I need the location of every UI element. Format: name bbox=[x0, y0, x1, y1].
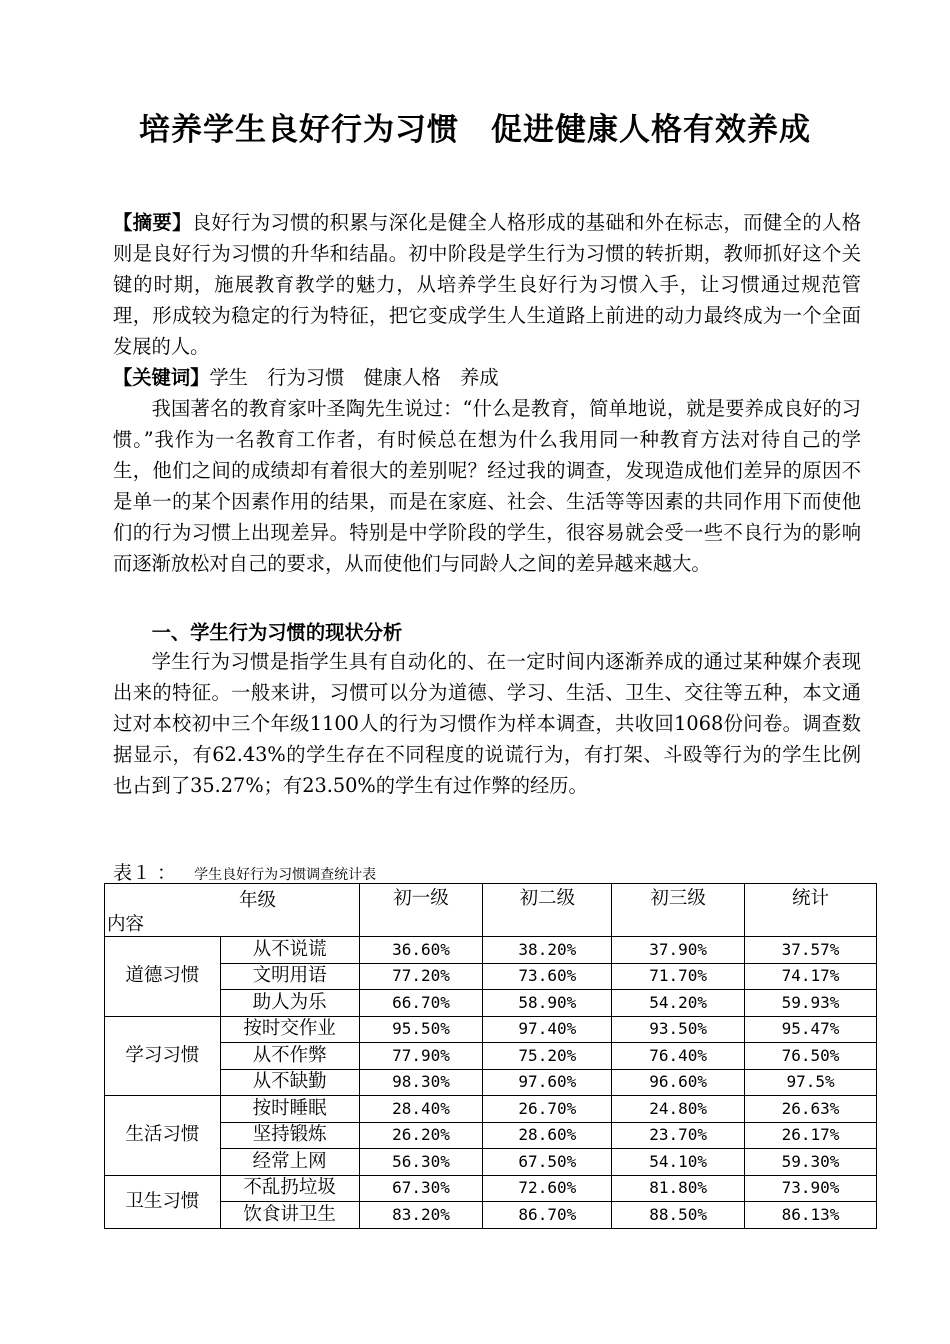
item-cell: 经常上网 bbox=[220, 1149, 359, 1176]
value-cell: 98.30% bbox=[359, 1069, 483, 1096]
table-row bbox=[105, 1096, 877, 1123]
value-cell: 26.63% bbox=[745, 1096, 877, 1123]
value-cell: 59.30% bbox=[745, 1149, 877, 1176]
table-header-row bbox=[105, 884, 877, 937]
table-row bbox=[105, 1043, 877, 1070]
stats-table bbox=[104, 883, 877, 1229]
table-row bbox=[105, 1069, 877, 1096]
value-cell: 83.20% bbox=[359, 1202, 483, 1229]
item-cell: 按时睡眠 bbox=[220, 1096, 359, 1123]
table-row bbox=[105, 1016, 877, 1043]
value-cell: 95.47% bbox=[745, 1016, 877, 1043]
value-cell: 76.40% bbox=[612, 1043, 745, 1070]
section-heading: 一、学生行为习惯的现状分析 bbox=[151, 621, 403, 644]
value-cell: 67.50% bbox=[483, 1149, 612, 1176]
value-cell: 37.90% bbox=[612, 937, 745, 964]
value-cell: 71.70% bbox=[612, 963, 745, 990]
value-cell: 24.80% bbox=[612, 1096, 745, 1123]
header-total: 统计 bbox=[745, 884, 877, 937]
value-cell: 54.20% bbox=[612, 990, 745, 1017]
value-cell: 26.20% bbox=[359, 1122, 483, 1149]
value-cell: 96.60% bbox=[612, 1069, 745, 1096]
value-cell: 66.70% bbox=[359, 990, 483, 1017]
group-cell: 生活习惯 bbox=[105, 1096, 221, 1176]
value-cell: 37.57% bbox=[745, 937, 877, 964]
item-cell: 饮食讲卫生 bbox=[220, 1202, 359, 1229]
value-cell: 23.70% bbox=[612, 1122, 745, 1149]
value-cell: 76.50% bbox=[745, 1043, 877, 1070]
header-corner-cell bbox=[105, 884, 360, 937]
value-cell: 97.40% bbox=[483, 1016, 612, 1043]
value-cell: 67.30% bbox=[359, 1175, 483, 1202]
header-content: 内容 bbox=[107, 914, 145, 935]
table-row bbox=[105, 963, 877, 990]
table-row bbox=[105, 1149, 877, 1176]
header-grade-1: 初一级 bbox=[359, 884, 483, 937]
intro-paragraph: 我国著名的教育家叶圣陶先生说过：“什么是教育，简单地说，就是要养成良好的习惯。”我作为一名教育工作者，有时候总在想为什么我用同一种教育方法对待自己的学生，他们之间的成绩却有着很大的差别呢？经过我的调查，发现造成他们差异的原因不是单一的某个因素作用的结果，而是在家庭、社会、生活等等因素的共同作用下而使他们的行为习惯上出现差异。特别是中学阶段的学生，很容易就会受一些不良行为的影响而逐渐放松对自己的要求，从而使他们与同龄人之间的差异越来越大。 bbox=[113, 397, 861, 575]
value-cell: 86.13% bbox=[745, 1202, 877, 1229]
item-cell: 助人为乐 bbox=[220, 990, 359, 1017]
item-cell: 文明用语 bbox=[220, 963, 359, 990]
value-cell: 97.5% bbox=[745, 1069, 877, 1096]
item-cell: 从不缺勤 bbox=[220, 1069, 359, 1096]
value-cell: 26.17% bbox=[745, 1122, 877, 1149]
value-cell: 95.50% bbox=[359, 1016, 483, 1043]
keywords-paragraph bbox=[113, 362, 861, 393]
value-cell: 75.20% bbox=[483, 1043, 612, 1070]
analysis-paragraph: 学生行为习惯是指学生具有自动化的、在一定时间内逐渐养成的通过某种媒介表现出来的特征。一般来讲，习惯可以分为道德、学习、生活、卫生、交往等五种，本文通过对本校初中三个年级1100人的行为习惯作为样本调查，共收回1068份问卷。调查数据显示，有62.43%的学生存在不同程度的说谎行为，有打架、斗殴等行为的学生比例也占到了35.27%；有23.50%的学生有过作弊的经历。 bbox=[113, 650, 861, 797]
value-cell: 81.80% bbox=[612, 1175, 745, 1202]
abstract-label: 【摘要】 bbox=[113, 211, 192, 234]
table-row bbox=[105, 1202, 877, 1229]
value-cell: 54.10% bbox=[612, 1149, 745, 1176]
group-cell: 学习习惯 bbox=[105, 1016, 221, 1096]
table-caption-label: 表１ ： bbox=[113, 862, 177, 884]
value-cell: 73.60% bbox=[483, 963, 612, 990]
page-title: 培养学生良好行为习惯 促进健康人格有效养成 bbox=[139, 112, 811, 148]
item-cell: 坚持锻炼 bbox=[220, 1122, 359, 1149]
value-cell: 26.70% bbox=[483, 1096, 612, 1123]
value-cell: 59.93% bbox=[745, 990, 877, 1017]
group-cell: 道德习惯 bbox=[105, 937, 221, 1017]
value-cell: 77.90% bbox=[359, 1043, 483, 1070]
value-cell: 73.90% bbox=[745, 1175, 877, 1202]
abstract-paragraph bbox=[113, 207, 861, 362]
item-cell: 不乱扔垃圾 bbox=[220, 1175, 359, 1202]
item-cell: 从不作弊 bbox=[220, 1043, 359, 1070]
value-cell: 36.60% bbox=[359, 937, 483, 964]
value-cell: 72.60% bbox=[483, 1175, 612, 1202]
keywords-text: 学生 行为习惯 健康人格 养成 bbox=[209, 366, 499, 389]
group-cell: 卫生习惯 bbox=[105, 1175, 221, 1228]
value-cell: 38.20% bbox=[483, 937, 612, 964]
table-row bbox=[105, 990, 877, 1017]
value-cell: 74.17% bbox=[745, 963, 877, 990]
value-cell: 93.50% bbox=[612, 1016, 745, 1043]
item-cell: 从不说谎 bbox=[220, 937, 359, 964]
value-cell: 58.90% bbox=[483, 990, 612, 1017]
value-cell: 28.60% bbox=[483, 1122, 612, 1149]
table-caption-text: 学生良好行为习惯调查统计表 bbox=[194, 867, 377, 883]
table-row bbox=[105, 937, 877, 964]
value-cell: 97.60% bbox=[483, 1069, 612, 1096]
header-grade-2: 初二级 bbox=[483, 884, 612, 937]
value-cell: 88.50% bbox=[612, 1202, 745, 1229]
table-row bbox=[105, 1122, 877, 1149]
table-caption bbox=[113, 858, 376, 885]
value-cell: 28.40% bbox=[359, 1096, 483, 1123]
value-cell: 86.70% bbox=[483, 1202, 612, 1229]
table-row bbox=[105, 1175, 877, 1202]
header-year: 年级 bbox=[239, 890, 277, 911]
abstract-text: 良好行为习惯的积累与深化是健全人格形成的基础和外在标志，而健全的人格则是良好行为习惯的升华和结晶。初中阶段是学生行为习惯的转折期，教师抓好这个关键的时期，施展教育教学的魅力，从培养学生良好行为习惯入手，让习惯通过规范管理，形成较为稳定的行为特征，把它变成学生人生道路上前进的动力最终成为一个全面发展的人。 bbox=[113, 211, 861, 358]
item-cell: 按时交作业 bbox=[220, 1016, 359, 1043]
value-cell: 77.20% bbox=[359, 963, 483, 990]
value-cell: 56.30% bbox=[359, 1149, 483, 1176]
header-grade-3: 初三级 bbox=[612, 884, 745, 937]
keywords-label: 【关键词】 bbox=[113, 366, 210, 389]
